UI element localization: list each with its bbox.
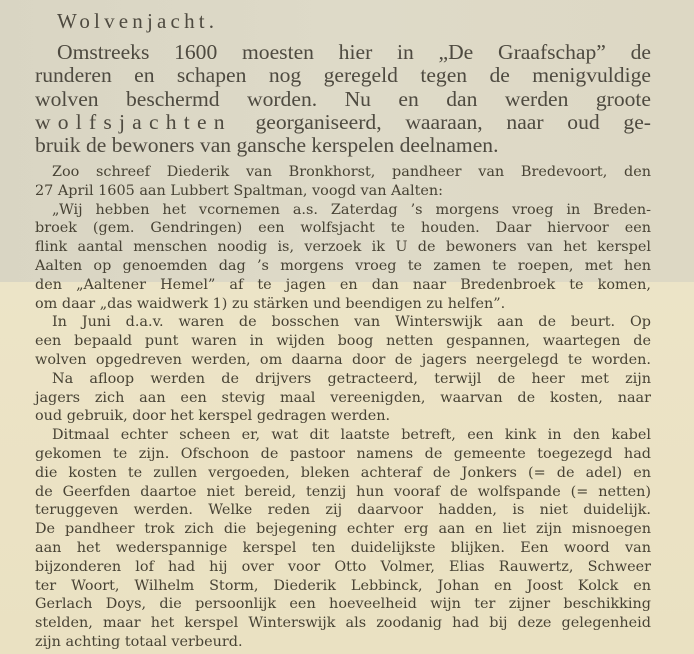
intro-line <box>35 111 651 134</box>
body-line: teruggeven werden. Welke reden zij daarvoor hadden, is niet duidelijk. <box>35 502 651 519</box>
body-line: zijn achting totaal verbeurd. <box>35 633 243 650</box>
body-line: wolven opgedreven werden, om daarna door de jagers neergelegd te worden. <box>35 351 651 368</box>
quote-line: flink aantal menschen noodig is, verzoek ik U de bewoners van het kerspel <box>35 239 651 256</box>
body-line: oud gebruik, door het kerspel gedragen werden. <box>35 408 391 425</box>
intro-line: runderen en schapen nog geregeld tegen de menigvuldige <box>35 63 651 88</box>
body-line: De pandheer trok zich die bejegening echter erg aan en liet zijn misnoegen <box>35 521 651 538</box>
quote-line: om daar „das waidwerk 1) zu stärken und beendigen zu helfen”. <box>35 295 506 312</box>
body-line: Gerlach Doys, die persoonlijk een hoeveelheid wijn ter zijner beschikking <box>35 596 651 613</box>
body-line: bijzonderen lof had hij over voor Otto Volmer, Elias Rauwertz, Schweer <box>35 558 651 575</box>
intro-paragraph <box>35 41 651 157</box>
intro-line: Omstreeks 1600 moesten hier in „De Graafschap” de <box>57 40 651 64</box>
quote-line: den „Aaltener Hemel” af te jagen en dan naar Bredenbroek te komen, <box>35 276 651 293</box>
body-line: de Geerfden daartoe niet bereid, tenzij hun vooraf de wolfspande (= netten) <box>35 483 651 500</box>
body-line: Na afloop werden de drijvers getracteerd, terwijl de heer met zijn <box>52 370 651 387</box>
body-line: 27 April 1605 aan Lubbert Spaltman, voogd van Aalten: <box>35 182 444 199</box>
quote-line: „Wij hebben het vcornemen a.s. Zaterdag ’s morgens vroeg in Breden- <box>52 201 651 218</box>
intro-line-rest: georganiseerd, waaraan, naar oud ge- <box>231 109 651 134</box>
emphasized-word: wolfsjachten <box>35 109 232 134</box>
body-line: gekomen te zijn. Ofschoon de pastoor namens de gemeente toegezegd had <box>35 445 651 462</box>
body-line: die kosten te zullen vergoeden, bleken achteraf de Jonkers (= de adel) en <box>35 464 651 481</box>
intro-line: wolven beschermd worden. Nu en dan werden groote <box>35 86 651 111</box>
body-line: stelden, maar het kerspel Winterswijk als zoodanig had bij deze gelegenheid <box>35 615 651 632</box>
article-title: Wolvenjacht. <box>57 9 219 33</box>
body-line: aan het wederspannige kerspel ten duidelijkste blijken. Een woord van <box>35 539 651 556</box>
body-line: jagers zich aan een stevig maal vereenigden, waarvan de kosten, naar <box>35 389 651 406</box>
body-line: In Juni d.a.v. waren de bosschen van Winterswijk aan de beurt. Op <box>52 314 651 331</box>
body-line: Zoo schreef Diederik van Bronkhorst, pandheer van Bredevoort, den <box>52 164 651 180</box>
body-line: Ditmaal echter scheen er, wat dit laatste betreft, een kink in den kabel <box>52 427 651 444</box>
quote-line: broek (gem. Gendringen) een wolfsjacht te houden. Daar hiervoor een <box>35 220 651 237</box>
body-text <box>35 163 651 652</box>
body-line: een bepaald punt waren in wijden boog netten gespannen, waartegen de <box>35 333 651 350</box>
body-line: ter Woort, Wilhelm Storm, Diederik Lebbinck, Johan en Joost Kolck en <box>35 577 651 594</box>
intro-line: bruik de bewoners van gansche kerspelen deelnamen. <box>35 133 499 158</box>
quote-line: Aalten op genoemden dag ’s morgens vroeg te zamen te roepen, met hen <box>35 257 651 274</box>
